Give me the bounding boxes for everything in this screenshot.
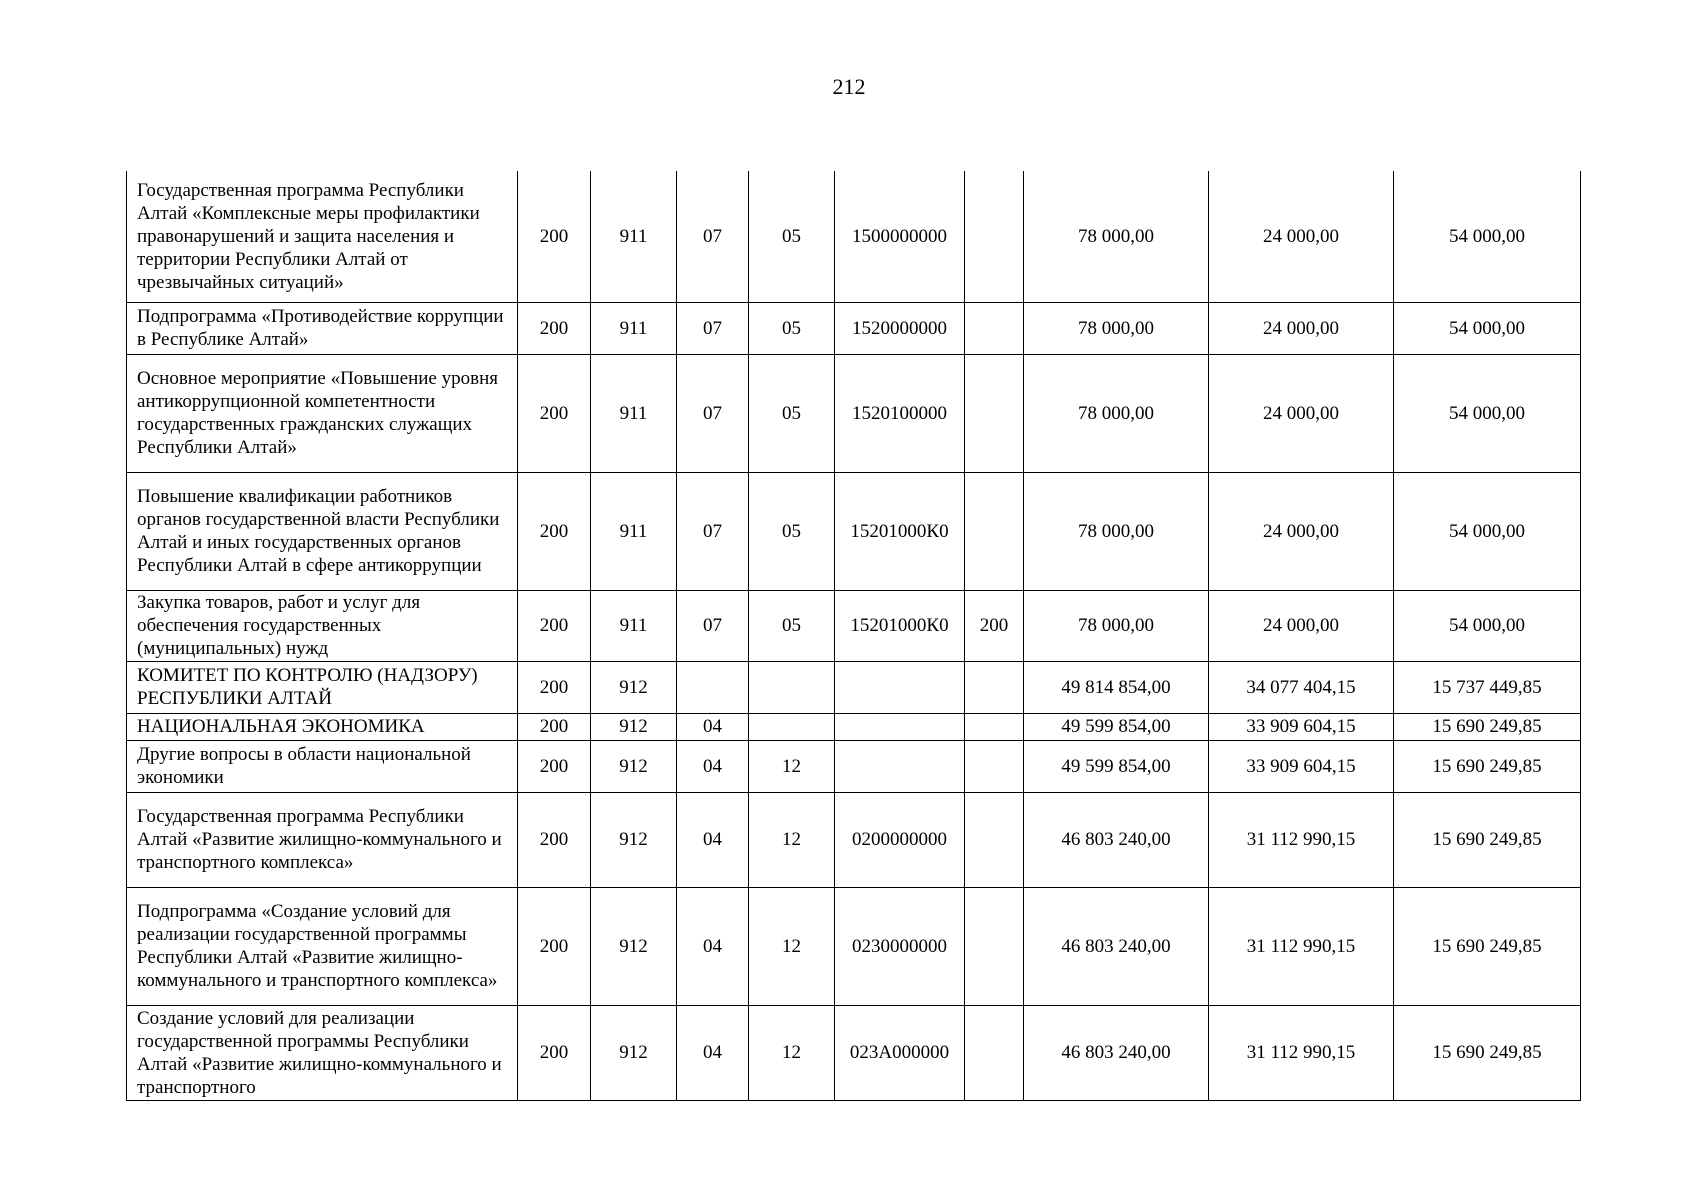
amount-a-cell: 33 909 604,15 [1209,740,1394,792]
row-name: Подпрограмма «Создание условий для реализации государственной программы Республики Алтай «Развитие жилищно-коммунального и транспортного комплекса» [127,887,518,1005]
code-cell: 200 [518,354,591,472]
page-number: 212 [832,74,866,99]
amount-total-cell: 49 599 854,00 [1024,713,1209,740]
amount-b-cell: 15 690 249,85 [1394,713,1581,740]
table-row [127,792,1581,887]
row-name: Государственная программа Республики Алтай «Комплексные меры профилактики правонарушений и защита населения и территории Республики Алтай от чрезвычайных ситуаций» [127,171,518,302]
section-cell: 07 [677,302,749,354]
code-cell: 200 [518,792,591,887]
row-name: Создание условий для реализации государственной программы Республики Алтай «Развитие жилищно-коммунального и транспортного [127,1005,518,1100]
table-row [127,354,1581,472]
amount-b-cell: 54 000,00 [1394,302,1581,354]
code-cell: 200 [518,171,591,302]
target-article-cell: 0200000000 [835,792,965,887]
subsection-cell: 05 [749,472,835,590]
amount-a-cell: 31 112 990,15 [1209,792,1394,887]
row-name: Государственная программа Республики Алтай «Развитие жилищно-коммунального и транспортного комплекса» [127,792,518,887]
section-cell: 04 [677,1005,749,1100]
section-cell [677,661,749,713]
amount-total-cell: 49 814 854,00 [1024,661,1209,713]
expense-type-cell [965,740,1024,792]
subsection-cell: 05 [749,354,835,472]
amount-total-cell: 49 599 854,00 [1024,740,1209,792]
grbs-cell: 911 [591,354,677,472]
amount-b-cell: 15 690 249,85 [1394,887,1581,1005]
amount-a-cell: 24 000,00 [1209,590,1394,661]
target-article-cell: 1520000000 [835,302,965,354]
code-cell: 200 [518,1005,591,1100]
target-article-cell: 023А000000 [835,1005,965,1100]
amount-a-cell: 24 000,00 [1209,354,1394,472]
amount-b-cell: 54 000,00 [1394,354,1581,472]
expense-type-cell [965,887,1024,1005]
code-cell: 200 [518,887,591,1005]
amount-b-cell: 15 737 449,85 [1394,661,1581,713]
code-cell: 200 [518,713,591,740]
subsection-cell: 12 [749,887,835,1005]
table-row [127,1005,1581,1100]
expense-type-cell: 200 [965,590,1024,661]
code-cell: 200 [518,661,591,713]
grbs-cell: 912 [591,1005,677,1100]
row-name: Подпрограмма «Противодействие коррупции в Республике Алтай» [127,302,518,354]
section-cell: 07 [677,590,749,661]
section-cell: 07 [677,472,749,590]
section-cell: 07 [677,171,749,302]
grbs-cell: 912 [591,792,677,887]
row-name: Повышение квалификации работников органов государственной власти Республики Алтай и иных государственных органов Республики Алтай в сфере антикоррупции [127,472,518,590]
amount-total-cell: 46 803 240,00 [1024,792,1209,887]
table-row [127,661,1581,713]
expense-type-cell [965,171,1024,302]
target-article-cell: 0230000000 [835,887,965,1005]
amount-a-cell: 31 112 990,15 [1209,1005,1394,1100]
amount-total-cell: 78 000,00 [1024,590,1209,661]
row-name: КОМИТЕТ ПО КОНТРОЛЮ (НАДЗОРУ) РЕСПУБЛИКИ АЛТАЙ [127,661,518,713]
amount-a-cell: 34 077 404,15 [1209,661,1394,713]
target-article-cell [835,713,965,740]
section-cell: 04 [677,887,749,1005]
row-name: Другие вопросы в области национальной экономики [127,740,518,792]
expense-type-cell [965,302,1024,354]
target-article-cell [835,661,965,713]
amount-total-cell: 46 803 240,00 [1024,887,1209,1005]
table-row [127,713,1581,740]
target-article-cell: 1520100000 [835,354,965,472]
target-article-cell [835,740,965,792]
grbs-cell: 911 [591,590,677,661]
subsection-cell: 05 [749,302,835,354]
grbs-cell: 911 [591,302,677,354]
section-cell: 04 [677,792,749,887]
expense-type-cell [965,713,1024,740]
expense-type-cell [965,1005,1024,1100]
grbs-cell: 912 [591,713,677,740]
target-article-cell: 15201000К0 [835,472,965,590]
amount-total-cell: 78 000,00 [1024,302,1209,354]
section-cell: 07 [677,354,749,472]
expense-type-cell [965,472,1024,590]
target-article-cell: 15201000К0 [835,590,965,661]
expense-type-cell [965,661,1024,713]
table-row [127,590,1581,661]
grbs-cell: 912 [591,661,677,713]
amount-a-cell: 24 000,00 [1209,472,1394,590]
grbs-cell: 912 [591,740,677,792]
expense-type-cell [965,354,1024,472]
amount-b-cell: 15 690 249,85 [1394,1005,1581,1100]
subsection-cell: 05 [749,590,835,661]
subsection-cell: 12 [749,1005,835,1100]
amount-b-cell: 54 000,00 [1394,171,1581,302]
table-row [127,472,1581,590]
grbs-cell: 911 [591,171,677,302]
table-row [127,887,1581,1005]
code-cell: 200 [518,302,591,354]
row-name: Основное мероприятие «Повышение уровня антикоррупционной компетентности государственных гражданских служащих Республики Алтай» [127,354,518,472]
section-cell: 04 [677,713,749,740]
grbs-cell: 911 [591,472,677,590]
table-row [127,171,1581,302]
row-name: Закупка товаров, работ и услуг для обеспечения государственных (муниципальных) нужд [127,590,518,661]
amount-a-cell: 24 000,00 [1209,302,1394,354]
amount-a-cell: 24 000,00 [1209,171,1394,302]
subsection-cell: 12 [749,740,835,792]
amount-total-cell: 78 000,00 [1024,472,1209,590]
row-name: НАЦИОНАЛЬНАЯ ЭКОНОМИКА [127,713,518,740]
code-cell: 200 [518,472,591,590]
grbs-cell: 912 [591,887,677,1005]
expense-type-cell [965,792,1024,887]
amount-total-cell: 78 000,00 [1024,171,1209,302]
subsection-cell: 05 [749,171,835,302]
table-row [127,740,1581,792]
target-article-cell: 1500000000 [835,171,965,302]
amount-a-cell: 33 909 604,15 [1209,713,1394,740]
amount-a-cell: 31 112 990,15 [1209,887,1394,1005]
amount-b-cell: 15 690 249,85 [1394,792,1581,887]
subsection-cell: 12 [749,792,835,887]
amount-total-cell: 46 803 240,00 [1024,1005,1209,1100]
amount-b-cell: 54 000,00 [1394,590,1581,661]
code-cell: 200 [518,590,591,661]
amount-b-cell: 15 690 249,85 [1394,740,1581,792]
amount-b-cell: 54 000,00 [1394,472,1581,590]
subsection-cell [749,713,835,740]
budget-table [126,171,1581,1101]
table-row [127,302,1581,354]
amount-total-cell: 78 000,00 [1024,354,1209,472]
section-cell: 04 [677,740,749,792]
code-cell: 200 [518,740,591,792]
subsection-cell [749,661,835,713]
